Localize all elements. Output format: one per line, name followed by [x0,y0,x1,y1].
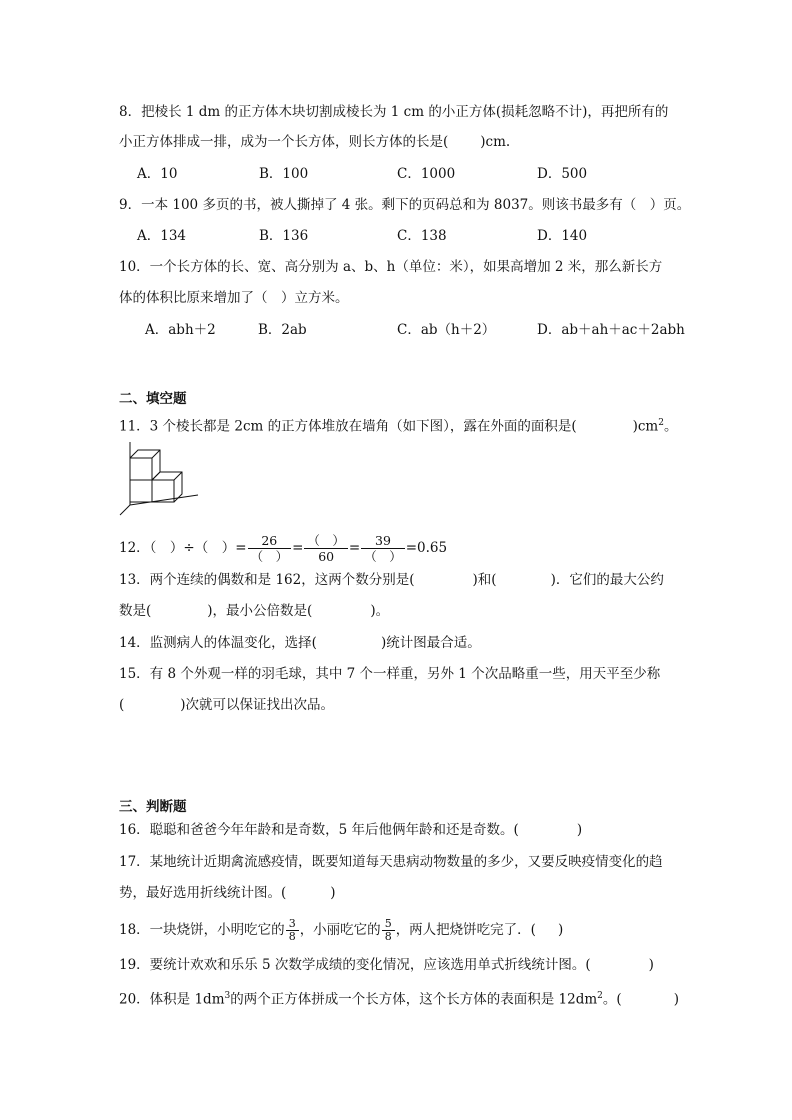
q19-line: 19．要统计欢欢和乐乐 5 次数学成绩的变化情况，应该选用单式折线统计图。( ) [119,957,654,973]
q8-option-b: B．100 [259,166,309,182]
cube-stack-figure [118,440,202,516]
q9-option-b: B．136 [259,228,309,244]
q15-line2: ( )次就可以保证找出次品。 [119,697,335,713]
section-heading-true-false: 三、判断题 [119,799,187,815]
q14-line: 14．监测病人的体温变化，选择( )统计图最合适。 [119,635,481,651]
q8-line2: 小正方体排成一排，成为一个长方体，则长方体的长是( )cm. [119,134,511,150]
q10-option-b: B．2ab [258,322,307,338]
q12-fraction-1: $\frac{26}{( )}$ [248,533,292,564]
q16-line: 16．聪聪和爸爸今年年龄和是奇数，5 年后他俩年龄和还是奇数。( ) [119,822,583,838]
q9-option-d: D．140 [537,228,588,244]
q10-option-c: C．ab（h＋2） [397,322,496,338]
q10-line2: 体的体积比原来增加了（ ）立方米。 [119,290,349,306]
q18-line: 18．一块烧饼，小明吃它的 $\frac{3}{8}$ ，小丽吃它的 $\frac{5}{8}$ ，两人把烧饼吃完了．( ) [119,917,564,943]
q13-line2: 数是( )，最小公倍数是( )。 [119,603,390,619]
q18-fraction-2: $\frac{5}{8}$ [382,918,395,943]
q20-line: 20．体积是 $1dm^3$的两个正方体拼成一个长方体，这个长方体的表面积是 $12dm^2$。( ) [119,991,679,1008]
q12-fraction-3: $\frac{39}{( )}$ [361,533,405,564]
q8-option-a: A．10 [137,166,178,182]
q8-option-c: C．1000 [397,166,456,182]
q12-line: 12．（ ）÷（ ）= $\frac{26}{( )}$ = $\frac{( )}{60}$ = $\frac{39}{( )}$ =0.65 [119,533,448,564]
q12-fraction-2: $\frac{( )}{60}$ [304,533,348,564]
q15-line1: 15．有 8 个外观一样的羽毛球，其中 7 个一样重，另外 1 个次品略重一些，用天平至少称 [119,666,661,682]
q9-option-a: A．134 [137,228,187,244]
q8-line1: 8．把棱长 1 dm 的正方体木块切割成棱长为 1 cm 的小正方体(损耗忽略不计)，再把所有的 [119,104,669,120]
q11-line: 11．3 个棱长都是 2cm 的正方体堆放在墙角（如下图），露在外面的面积是( )$cm^2$。 [119,418,678,435]
q9-line1: 9．一本 100 多页的书，被人撕掉了 4 张。剩下的页码总和为 8037。则该书最多有（ ）页。 [119,197,691,213]
q10-line1: 10．一个长方体的长、宽、高分别为 a、b、h（单位：米），如果高增加 2 米，那么新长方 [119,259,663,275]
q13-line1: 13．两个连续的偶数和是 162，这两个数分别是( )和( )．它们的最大公约 [119,572,664,588]
q10-option-d: D．ab＋ah＋ac＋2abh [537,322,685,338]
q17-line2: 势，最好选用折线统计图。( ) [119,885,336,901]
section-heading-fill-in: 二、填空题 [119,391,187,407]
q10-option-a: A．abh＋2 [145,322,216,338]
q18-fraction-1: $\frac{3}{8}$ [286,918,299,943]
q9-option-c: C．138 [397,228,447,244]
q8-option-d: D．500 [537,166,588,182]
q17-line1: 17．某地统计近期禽流感疫情，既要知道每天患病动物数量的多少，又要反映疫情变化的趋 [119,854,663,870]
